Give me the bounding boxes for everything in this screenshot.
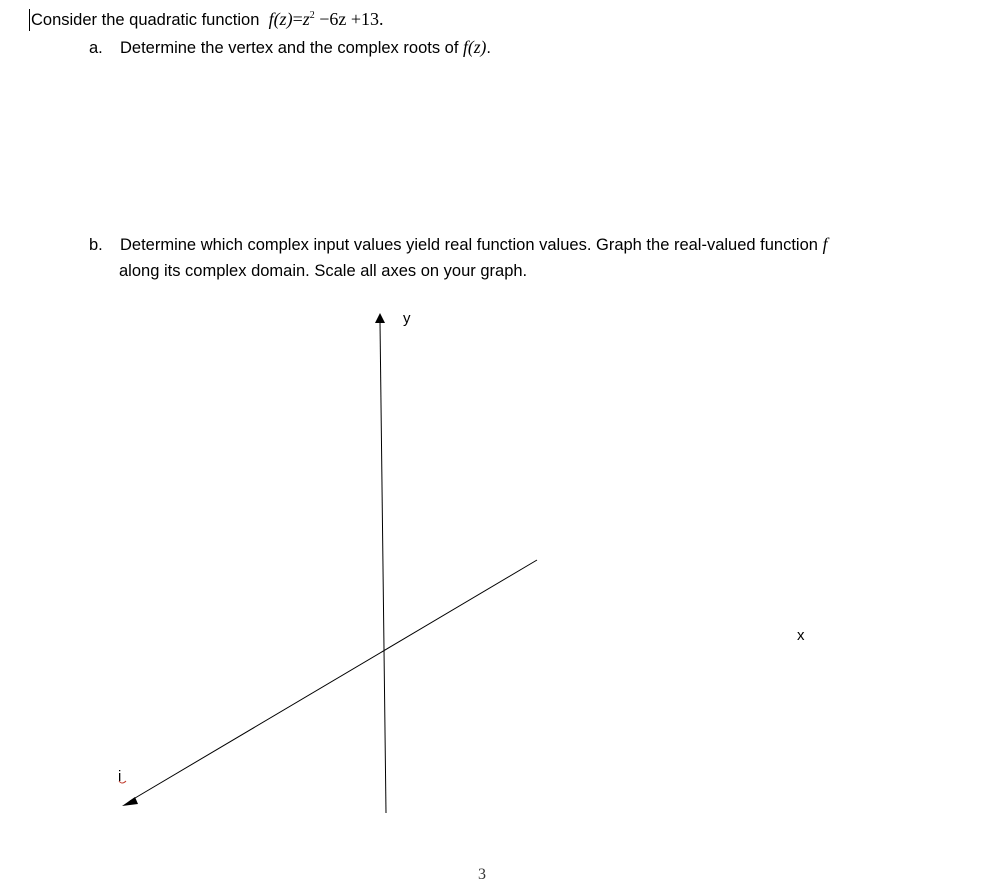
y-axis bbox=[380, 322, 386, 813]
function-exponent: 2 bbox=[309, 10, 315, 21]
part-b-label: b. bbox=[89, 236, 103, 254]
function-rest: −6z +13. bbox=[314, 9, 384, 29]
part-a-label: a. bbox=[89, 39, 103, 57]
page-number: 3 bbox=[478, 866, 486, 883]
y-axis-label: y bbox=[403, 310, 411, 327]
part-b-function: f bbox=[822, 234, 828, 254]
x-axis-label: x bbox=[797, 627, 805, 644]
imaginary-axis bbox=[130, 560, 537, 801]
part-a-function: f(z) bbox=[463, 37, 487, 57]
y-axis-arrowhead bbox=[375, 313, 385, 323]
function-variable: z bbox=[302, 9, 310, 29]
function-lhs: f(z) bbox=[268, 9, 293, 29]
part-a-text: Determine the vertex and the complex roots of bbox=[120, 39, 459, 57]
part-a-end: . bbox=[486, 39, 491, 57]
part-b-line1: Determine which complex input values yield real function values. Graph the real-valued function bbox=[120, 236, 818, 254]
function-definition: $f(z)=z^2 -6z +13$. bbox=[268, 9, 384, 29]
imaginary-axis-label: i bbox=[118, 768, 122, 785]
imaginary-axis-arrowhead bbox=[122, 797, 138, 806]
part-b-line2: along its complex domain. Scale all axes on your graph. bbox=[119, 262, 528, 280]
intro-text: Consider the quadratic function bbox=[31, 11, 260, 29]
